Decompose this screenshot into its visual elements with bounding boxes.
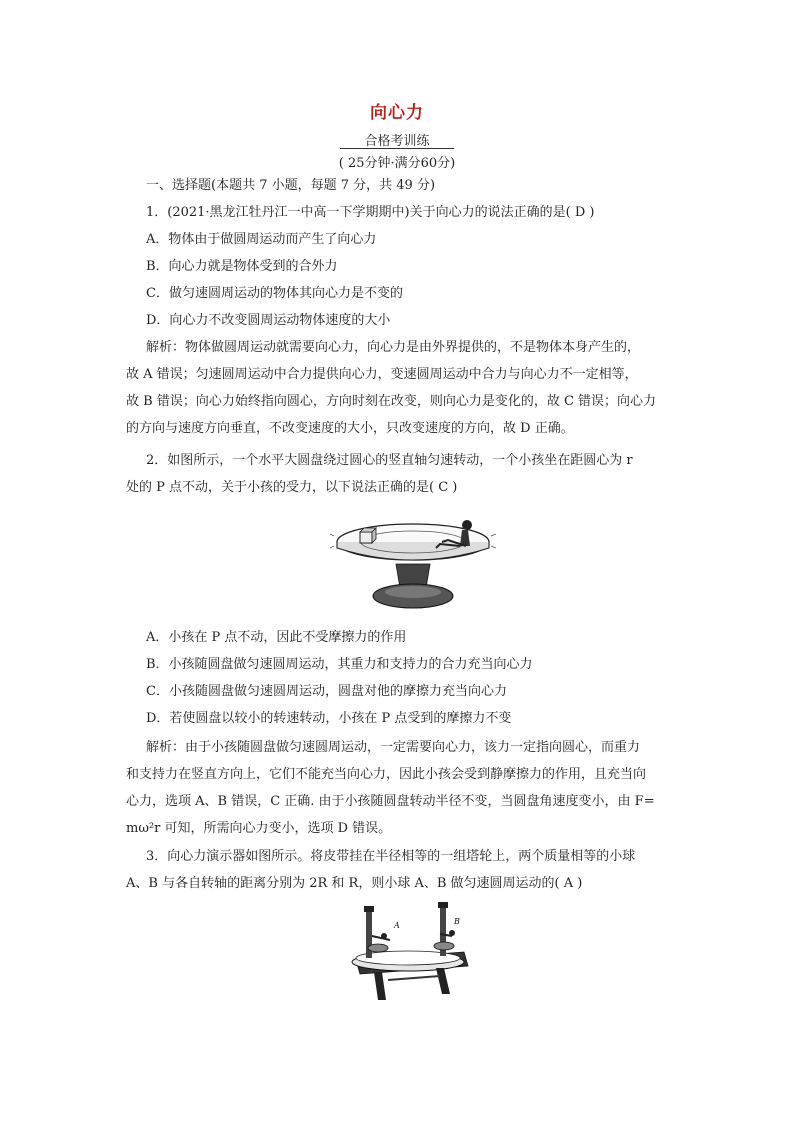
q1-option-d: D．向心力不改变圆周运动物体速度的大小: [146, 313, 391, 328]
section-subtitle: 合格考训练: [364, 134, 430, 149]
q3-stem: [126, 843, 672, 897]
subtitle-underline: [340, 148, 454, 149]
q2-analysis-line: 和支持力在竖直方向上，它们不能充当向心力，因此小孩会受到静摩擦力的作用，且充当向: [126, 767, 647, 782]
q1-analysis-line: 故 A 错误；匀速圆周运动中合力提供向心力，变速圆周运动中合力与向心力不一定相等，: [126, 367, 638, 382]
centripetal-demonstrator-figure: [348, 900, 474, 1006]
section-heading: 一、选择题(本题共 7 小题，每题 7 分，共 49 分): [146, 178, 436, 193]
q2-analysis-line: 解析：由于小孩随圆盘做匀速圆周运动，一定需要向心力，该力一定指向圆心，而重力: [146, 740, 641, 755]
q1-analysis-line: 故 B 错误；向心力始终指向圆心，方向时刻在改变，则向心力是变化的，故 C 错误；向心力: [126, 394, 657, 409]
time-limit: ( 25分钟·满分60分): [338, 156, 456, 171]
q2-option-d: D．若使圆盘以较小的转速转动，小孩在 P 点受到的摩擦力不变: [146, 711, 512, 726]
fig-label-b: B: [454, 917, 460, 926]
rotating-disc-figure: [328, 506, 498, 614]
q2-option-a: A．小孩在 P 点不动，因此不受摩擦力的作用: [146, 630, 407, 645]
fig-label-a: A: [394, 921, 400, 930]
q2-option-c: C．小孩随圆盘做匀速圆周运动，圆盘对他的摩擦力充当向心力: [146, 684, 507, 699]
q1-analysis: [126, 334, 672, 442]
q1-option-a: A．物体由于做圆周运动而产生了向心力: [146, 232, 377, 247]
page-title: 向心力: [370, 103, 424, 123]
q2-stem: [126, 447, 672, 501]
q3-stem-line: A、B 与各自转轴的距离分别为 2R 和 R，则小球 A、B 做匀速圆周运动的( A ): [126, 876, 583, 891]
q1-option-c: C．做匀速圆周运动的物体其向心力是不变的: [146, 286, 403, 301]
q3-stem-line: 3．向心力演示器如图所示。将皮带挂在半径相等的一组塔轮上，两个质量相等的小球: [146, 849, 636, 864]
q1-analysis-line: 解析：物体做圆周运动就需要向心力，向心力是由外界提供的，不是物体本身产生的，: [146, 340, 641, 355]
q2-option-b: B．小孩随圆盘做匀速圆周运动，其重力和支持力的合力充当向心力: [146, 657, 533, 672]
q1-analysis-line: 的方向与速度方向垂直，不改变速度的大小，只改变速度的方向，故 D 正确。: [126, 421, 574, 436]
q2-analysis-line: mω²r 可知，所需向心力变小，选项 D 错误。: [126, 821, 392, 836]
q2-stem-line: 处的 P 点不动，关于小孩的受力，以下说法正确的是( C ): [126, 480, 458, 495]
q2-stem-line: 2．如图所示，一个水平大圆盘绕过圆心的竖直轴匀速转动，一个小孩坐在距圆心为 r: [146, 453, 633, 468]
q1-option-b: B．向心力就是物体受到的合外力: [146, 259, 338, 274]
q1-stem: 1．(2021·黑龙江牡丹江一中高一下学期期中)关于向心力的说法正确的是( D ): [146, 205, 595, 220]
q2-analysis: [126, 734, 672, 842]
q2-analysis-line: 心力，选项 A、B 错误，C 正确. 由于小孩随圆盘转动半径不变，当圆盘角速度变小，由 F=: [126, 794, 655, 809]
